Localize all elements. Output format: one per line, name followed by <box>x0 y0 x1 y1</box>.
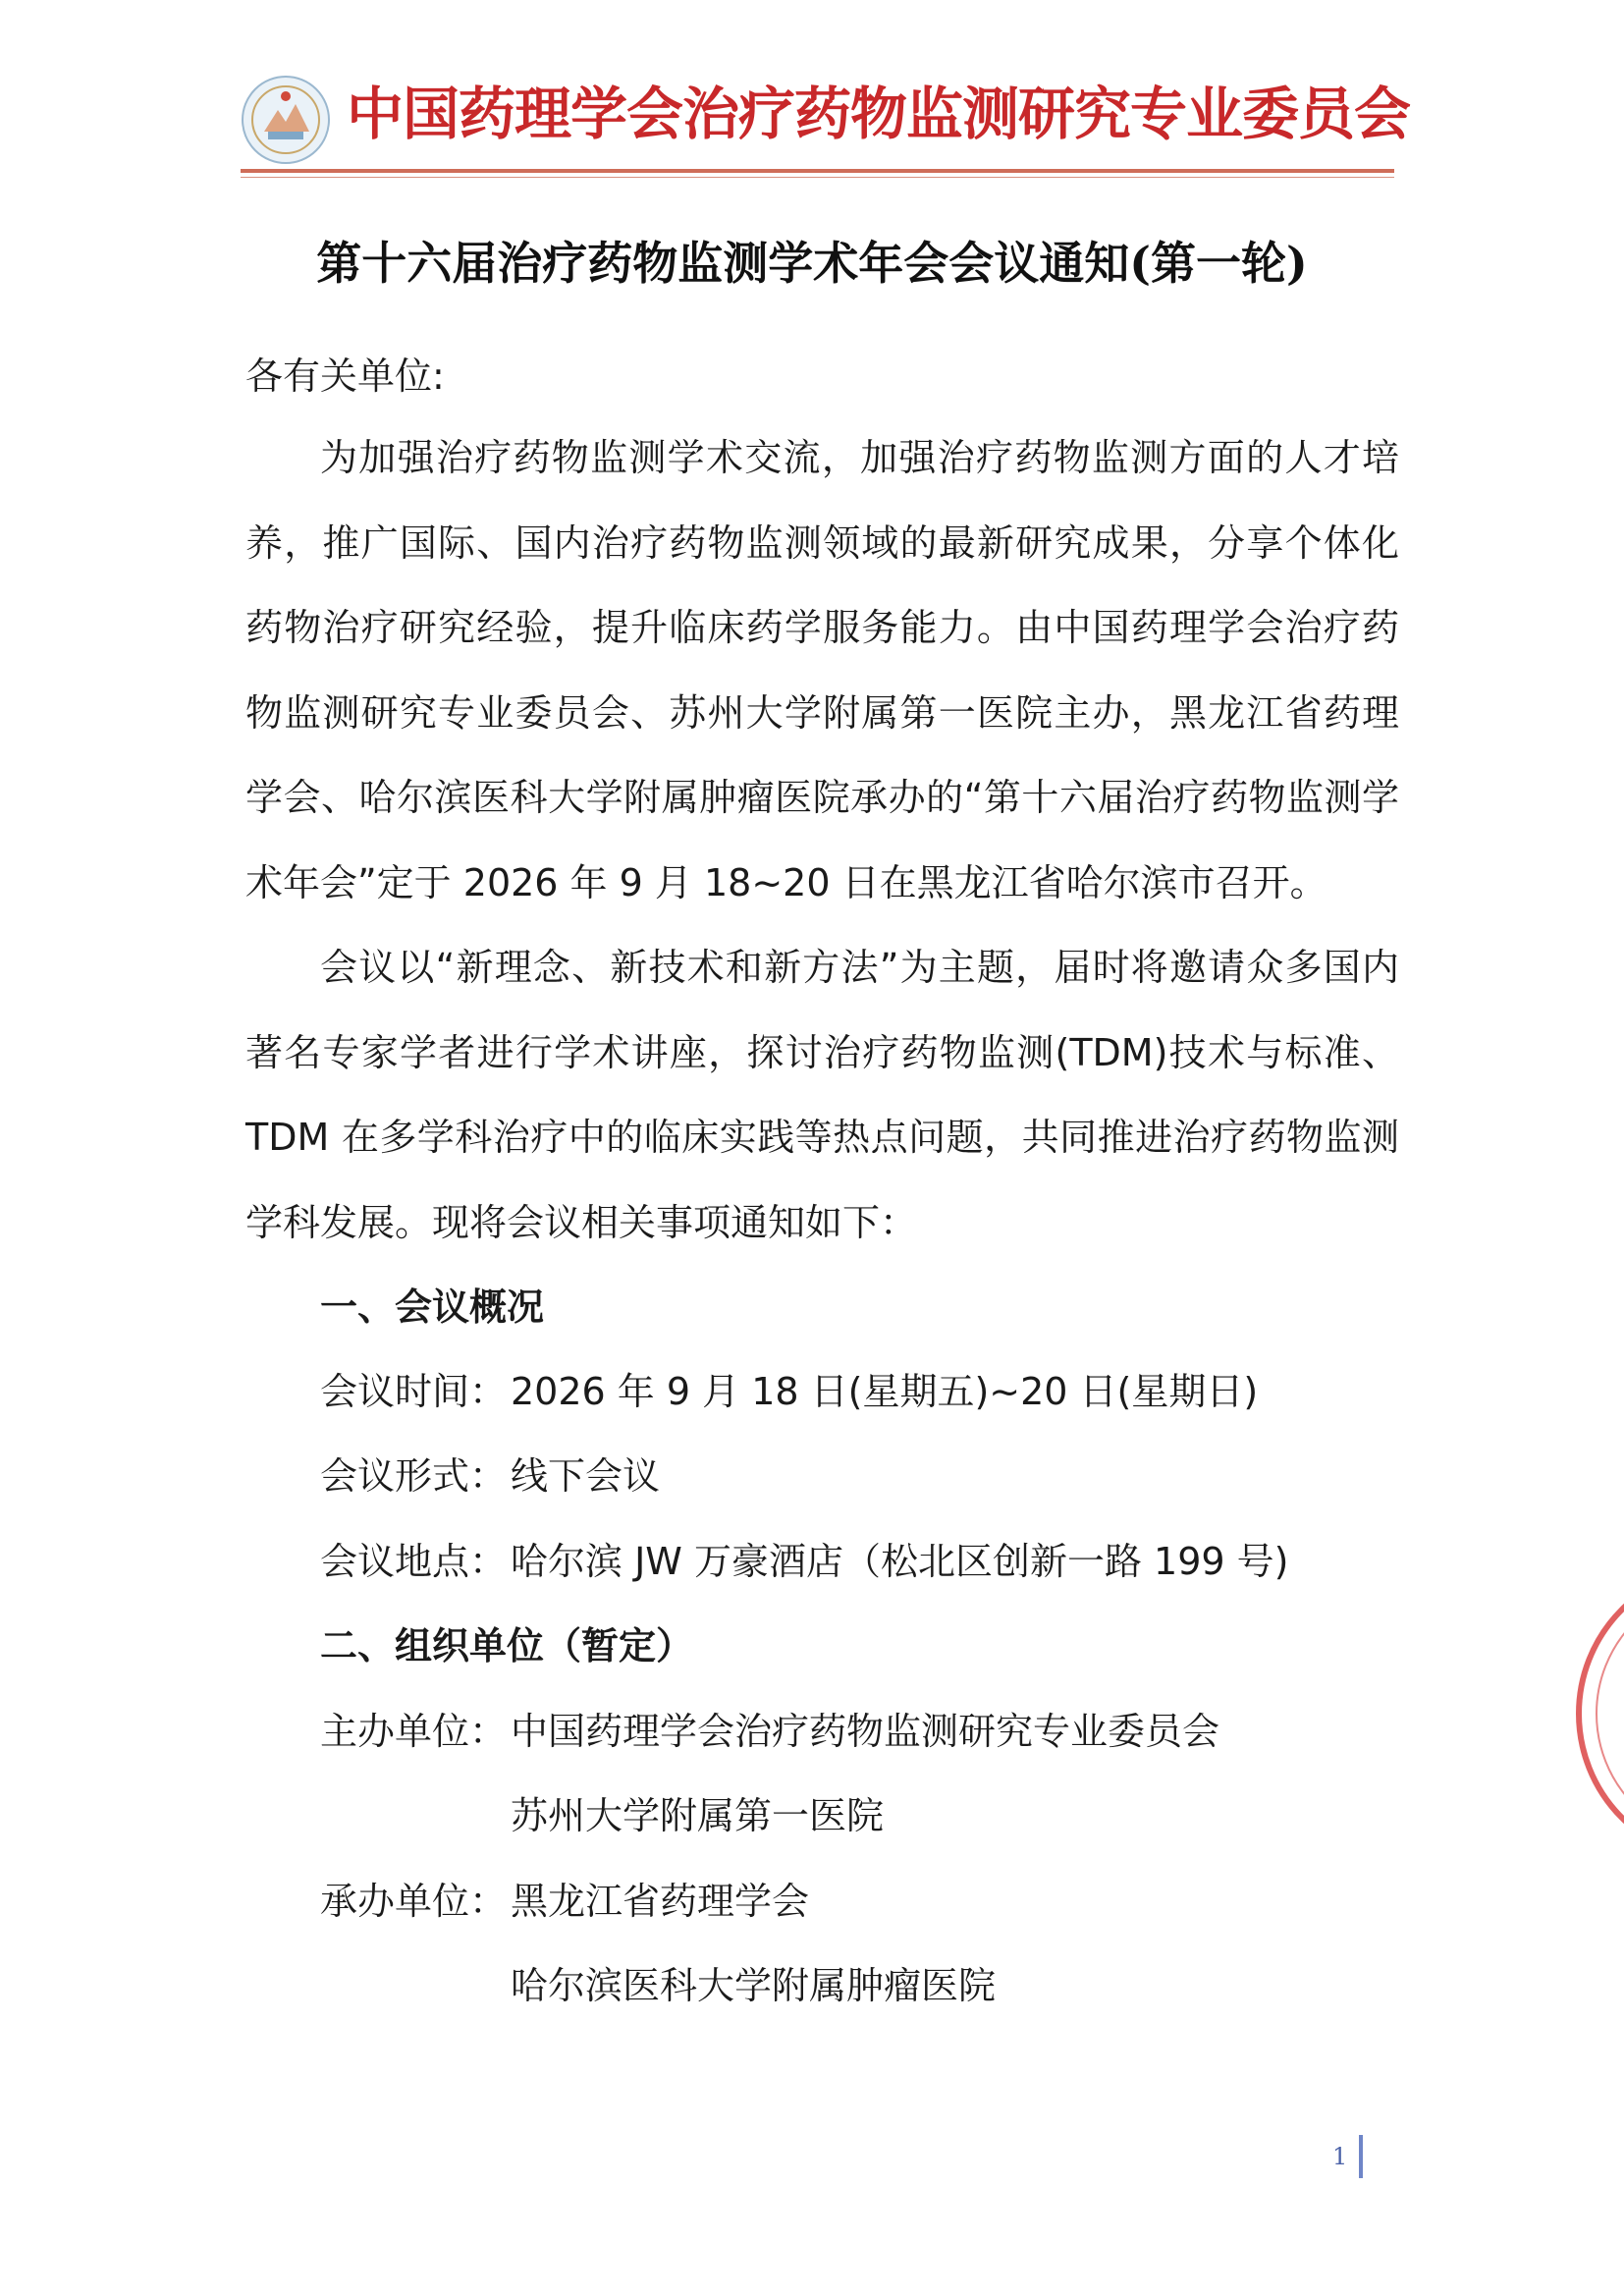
document-title: 第十六届治疗药物监测学术年会会议通知(第一轮) <box>316 237 1308 290</box>
red-seal-stamp-icon <box>1569 1557 1624 1871</box>
meeting-time-label: 会议时间： <box>320 1370 508 1413</box>
meeting-time-value: 2026 年 9 月 18 日(星期五)~20 日(星期日) <box>511 1370 1259 1413</box>
section-heading-overview: 一、会议概况 <box>320 1285 545 1329</box>
organizer-row <box>320 1876 809 1927</box>
meeting-format-value: 线下会议 <box>511 1454 661 1498</box>
section-heading-organizers: 二、组织单位（暂定） <box>320 1624 694 1667</box>
letterhead <box>241 61 1411 171</box>
society-logo-icon <box>241 75 331 165</box>
salutation: 各有关单位: <box>245 355 445 398</box>
meeting-format-row <box>320 1450 660 1502</box>
host-row <box>320 1706 1219 1757</box>
intro-paragraph: 为加强治疗药物监测学术交流，加强治疗药物监测方面的人才培养，推广国际、国内治疗药物监测领域的最新研究成果，分享个体化药物治疗研究经验，提升临床药学服务能力。由中国药理学会治疗药物监测研究专业委员会、苏州大学附属第一医院主办，黑龙江省药理学会、哈尔滨医科大学附属肿瘤医院承办的“第十六届治疗药物监测学术年会”定于 2026 年 9 月 18~20 日在黑龙江省哈尔滨市召开。 <box>245 436 1399 904</box>
organization-name: 中国药理学会治疗药物监测研究专业委员会 <box>347 81 1411 147</box>
letterhead-rule <box>241 169 1394 173</box>
meeting-venue-row <box>320 1536 1288 1587</box>
host-label: 主办单位： <box>320 1710 508 1753</box>
organizer-name: 黑龙江省药理学会 <box>511 1880 810 1923</box>
theme-paragraph: 会议以“新理念、新技术和新方法”为主题，届时将邀请众多国内著名专家学者进行学术讲座，探讨治疗药物监测(TDM)技术与标准、TDM 在多学科治疗中的临床实践等热点问题，共同推进治疗药物监测学科发展。现将会议相关事项通知如下： <box>245 946 1399 1244</box>
page-number-bar <box>1359 2135 1363 2178</box>
host-name: 中国药理学会治疗药物监测研究专业委员会 <box>511 1710 1220 1753</box>
organizer-name: 哈尔滨医科大学附属肿瘤医院 <box>511 1964 997 2007</box>
meeting-time-row <box>320 1366 1258 1417</box>
meeting-venue-value: 哈尔滨 JW 万豪酒店（松北区创新一路 199 号) <box>511 1540 1289 1583</box>
host-name: 苏州大学附属第一医院 <box>511 1794 885 1837</box>
organizer-label: 承办单位： <box>320 1880 508 1923</box>
letterhead-rule-thin <box>241 177 1394 178</box>
meeting-venue-label: 会议地点： <box>320 1540 508 1583</box>
page-number: 1 <box>1332 2143 1348 2170</box>
meeting-format-label: 会议形式： <box>320 1454 508 1498</box>
